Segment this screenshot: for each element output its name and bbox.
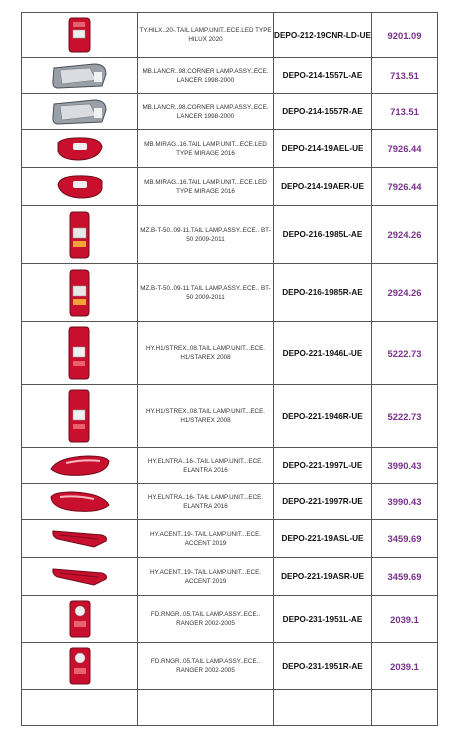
part-code: DEPO-221-1946L-UE xyxy=(274,322,372,385)
part-price: 2039.1 xyxy=(372,643,438,690)
part-price: 5222.73 xyxy=(372,322,438,385)
table-row xyxy=(22,643,438,690)
part-image-cell xyxy=(22,168,138,206)
table-row xyxy=(22,484,438,520)
part-price: 3459.69 xyxy=(372,558,438,596)
table-row xyxy=(22,448,438,484)
part-description: FD.RNGR..05.TAIL LAMP.ASSY..ECE.. RANGER 2002-2005 xyxy=(138,596,274,643)
table-row xyxy=(22,385,438,448)
part-price: 713.51 xyxy=(372,94,438,130)
part-image-cell xyxy=(22,448,138,484)
part-code: DEPO-214-19AEL-UE xyxy=(274,130,372,168)
part-code: DEPO-231-1951R-AE xyxy=(274,643,372,690)
part-image-cell xyxy=(22,264,138,322)
part-price: 2924.26 xyxy=(372,264,438,322)
part-description: MZ.B-T-50..09-11.TAIL LAMP.ASSY..ECE.. BT-50 2009-2011 xyxy=(138,264,274,322)
part-code: DEPO-231-1951L-AE xyxy=(274,596,372,643)
tail-lamp-tall-icon xyxy=(67,388,93,444)
part-image-cell xyxy=(22,322,138,385)
table-row xyxy=(22,130,438,168)
part-image-cell xyxy=(22,206,138,264)
table-row xyxy=(22,168,438,206)
table-row xyxy=(22,596,438,643)
table-row xyxy=(22,520,438,558)
tail-lamp-wide-icon xyxy=(48,489,112,515)
part-description: FD.RNGR..05.TAIL LAMP.ASSY..ECE.. RANGER 2002-2005 xyxy=(138,643,274,690)
part-code: DEPO-221-1946R-UE xyxy=(274,385,372,448)
part-image-cell xyxy=(22,484,138,520)
corner-lamp-icon xyxy=(50,98,110,126)
parts-table xyxy=(21,12,438,726)
part-description: MB.MIRAG..16.TAIL LAMP.UNIT...ECE.LED TYPE MIRAGE 2016 xyxy=(138,168,274,206)
part-image-cell xyxy=(22,94,138,130)
part-code: DEPO-221-19ASR-UE xyxy=(274,558,372,596)
part-image-cell xyxy=(22,13,138,58)
table-row xyxy=(22,558,438,596)
part-price: 3990.43 xyxy=(372,484,438,520)
table-row-empty xyxy=(22,690,438,726)
part-price: 2924.26 xyxy=(372,206,438,264)
table-row xyxy=(22,94,438,130)
part-code: DEPO-221-1997L-UE xyxy=(274,448,372,484)
part-description: MB.MIRAG..16.TAIL LAMP.UNIT...ECE.LED TYPE MIRAGE 2016 xyxy=(138,130,274,168)
part-description: HY.ELNTRA..16-.TAIL LAMP.UNIT...ECE. ELANTRA 2016 xyxy=(138,448,274,484)
part-code: DEPO-214-1557L-AE xyxy=(274,58,372,94)
part-price: 713.51 xyxy=(372,58,438,94)
part-price: 2039.1 xyxy=(372,596,438,643)
part-description: MB.LANCR..98.CORNER LAMP.ASSY..ECE. LANCER 1998-2000 xyxy=(138,94,274,130)
part-code: DEPO-214-19AER-UE xyxy=(274,168,372,206)
table-row xyxy=(22,58,438,94)
tail-lamp-vertical-icon xyxy=(67,646,93,686)
part-price: 3990.43 xyxy=(372,448,438,484)
tail-lamp-vertical-icon xyxy=(67,210,93,260)
part-image-cell xyxy=(22,558,138,596)
part-price: 3459.69 xyxy=(372,520,438,558)
part-code: DEPO-221-19ASL-UE xyxy=(274,520,372,558)
table-row xyxy=(22,206,438,264)
tail-lamp-vertical-icon xyxy=(62,16,98,54)
part-description: MZ.B-T-50..09-11.TAIL LAMP.ASSY..ECE.. BT-50 2009-2011 xyxy=(138,206,274,264)
tail-lamp-vertical-icon xyxy=(67,599,93,639)
part-description: HY.ACENT..19-.TAIL LAMP.UNIT...ECE. ACCENT 2019 xyxy=(138,520,274,558)
part-price: 5222.73 xyxy=(372,385,438,448)
part-description: MB.LANCR..98.CORNER LAMP.ASSY..ECE. LANCER 1998-2000 xyxy=(138,58,274,94)
part-image-cell xyxy=(22,520,138,558)
empty-cell xyxy=(22,690,138,726)
part-image-cell xyxy=(22,58,138,94)
table-row xyxy=(22,264,438,322)
part-code: DEPO-214-1557R-AE xyxy=(274,94,372,130)
tail-lamp-wide-icon xyxy=(55,135,105,163)
tail-lamp-wide-icon xyxy=(48,453,112,479)
part-description: TY.HILX..20-.TAIL LAMP.UNIT..ECE.LED TYPE HILUX 2020 xyxy=(138,13,274,58)
tail-lamp-vertical-icon xyxy=(67,268,93,318)
empty-cell xyxy=(138,690,274,726)
part-description: HY.H1/STREX..08.TAIL LAMP.UNIT...ECE. H1/STAREX 2008 xyxy=(138,322,274,385)
part-code: DEPO-212-19CNR-LD-UE xyxy=(274,13,372,58)
empty-cell xyxy=(274,690,372,726)
part-image-cell xyxy=(22,643,138,690)
table-row xyxy=(22,322,438,385)
tail-lamp-slim-icon xyxy=(50,527,110,551)
part-price: 7926.44 xyxy=(372,130,438,168)
part-image-cell xyxy=(22,385,138,448)
tail-lamp-wide-icon xyxy=(55,173,105,201)
part-code: DEPO-216-1985R-AE xyxy=(274,264,372,322)
part-description: HY.ELNTRA..16-.TAIL LAMP.UNIT...ECE. ELANTRA 2016 xyxy=(138,484,274,520)
empty-cell xyxy=(372,690,438,726)
part-price: 9201.09 xyxy=(372,13,438,58)
part-code: DEPO-216-1985L-AE xyxy=(274,206,372,264)
part-description: HY.ACENT..19-.TAIL LAMP.UNIT...ECE. ACCENT 2019 xyxy=(138,558,274,596)
part-price: 7926.44 xyxy=(372,168,438,206)
part-code: DEPO-221-1997R-UE xyxy=(274,484,372,520)
table-row xyxy=(22,13,438,58)
part-image-cell xyxy=(22,130,138,168)
part-image-cell xyxy=(22,596,138,643)
tail-lamp-tall-icon xyxy=(67,325,93,381)
tail-lamp-slim-icon xyxy=(50,565,110,589)
corner-lamp-icon xyxy=(50,62,110,90)
part-description: HY.H1/STREX..08.TAIL LAMP.UNIT...ECE. H1/STAREX 2008 xyxy=(138,385,274,448)
